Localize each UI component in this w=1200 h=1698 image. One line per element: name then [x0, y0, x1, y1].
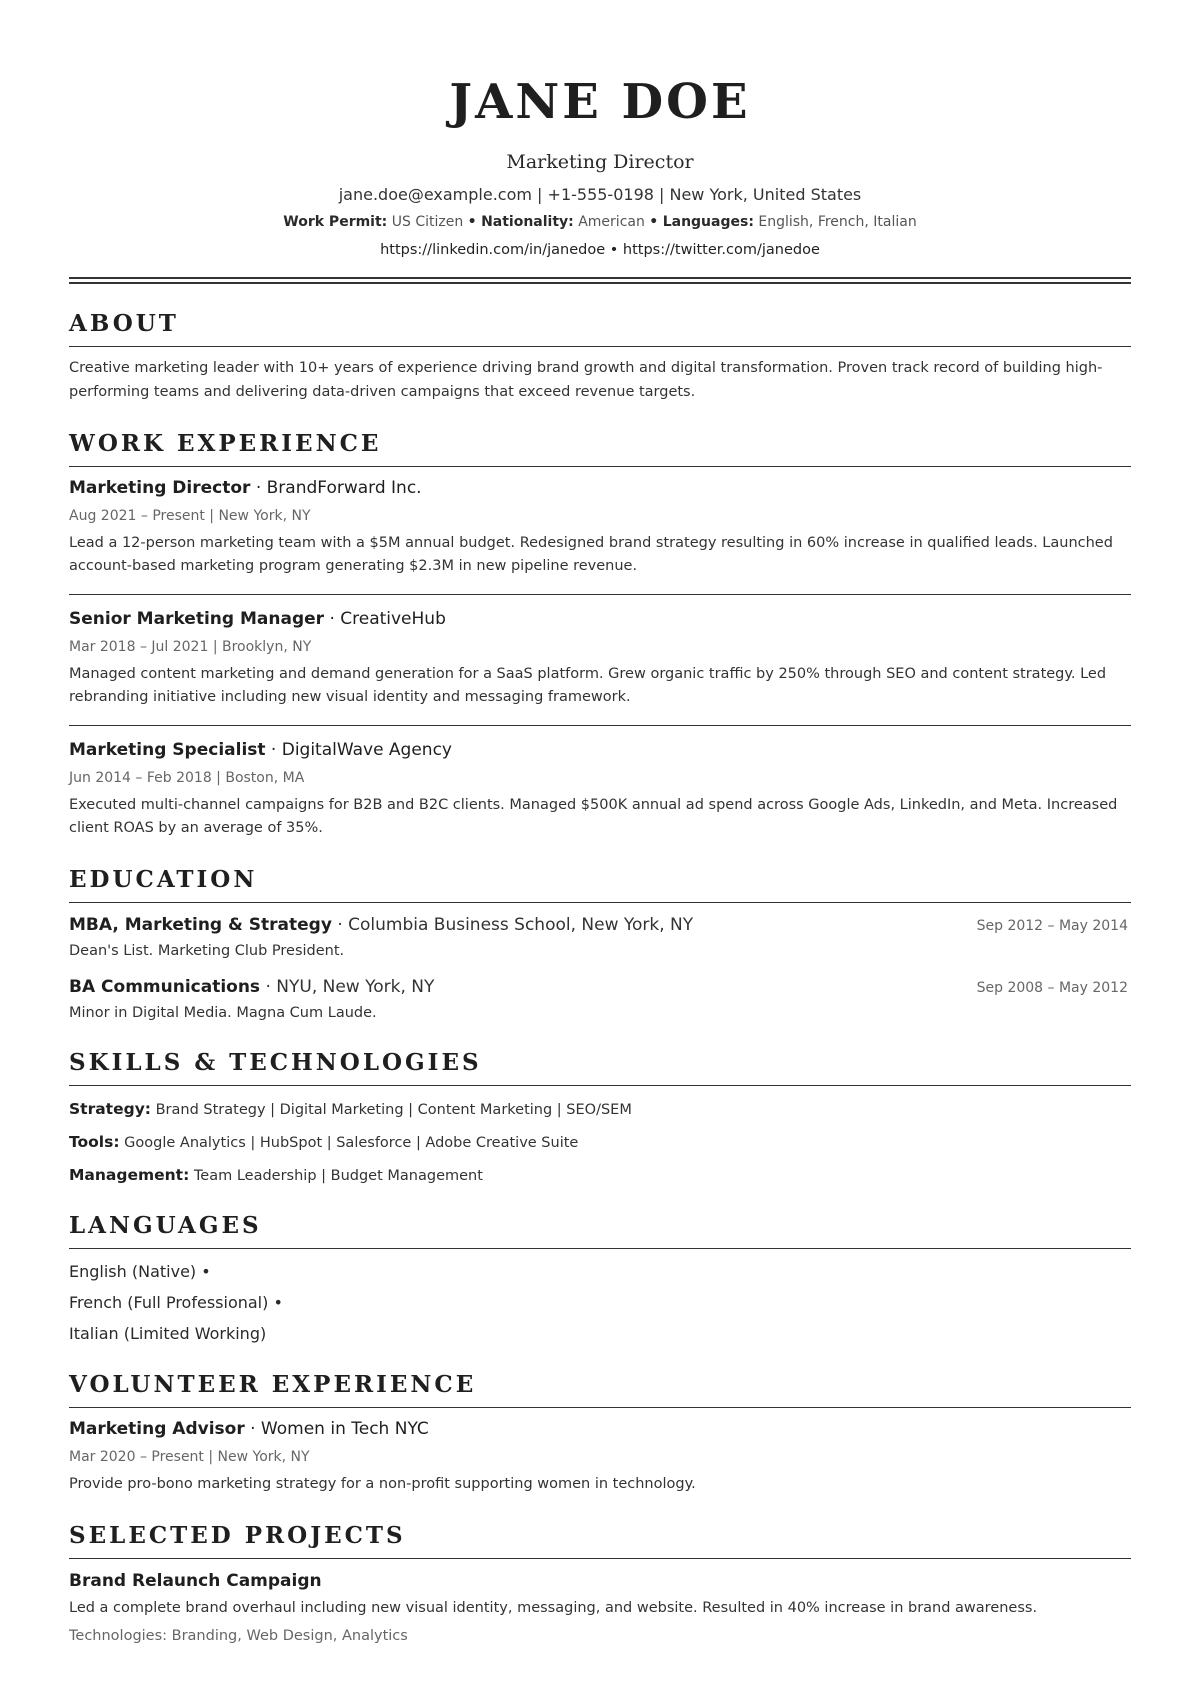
job-meta: Aug 2021 – Present | New York, NY [69, 508, 311, 524]
personal-details [69, 212, 1131, 232]
language-item: French (Full Professional) • [69, 1293, 283, 1312]
education-heading [69, 914, 693, 936]
project-technologies: Technologies: Branding, Web Design, Analytics [69, 1628, 408, 1644]
profile-links [69, 240, 1131, 260]
volunteer-role: Marketing Advisor [69, 1419, 245, 1439]
job-role: Marketing Specialist [69, 740, 266, 760]
separator: • [609, 242, 619, 258]
languages-value: English, French, Italian [758, 214, 917, 230]
education-heading-row [69, 903, 1131, 936]
skill-value: Google Analytics | HubSpot | Salesforce | Adobe Creative Suite [124, 1135, 579, 1151]
skill-group [69, 1132, 1131, 1153]
job-heading [69, 739, 1131, 761]
section-heading: LANGUAGES [69, 1186, 1131, 1249]
candidate-name: JANE DOE [449, 74, 751, 130]
skill-value: Brand Strategy | Digital Marketing | Content Marketing | SEO/SEM [155, 1102, 632, 1118]
languages-label: Languages: [662, 214, 754, 230]
twitter-link[interactable]: https://twitter.com/janedoe [622, 242, 820, 258]
language-item: English (Native) • [69, 1262, 211, 1281]
about-section [69, 284, 1131, 404]
header-divider [69, 277, 1131, 284]
skill-group [69, 1165, 1131, 1186]
section-heading: ABOUT [69, 284, 1131, 347]
resume-header [69, 0, 1131, 260]
language-item: Italian (Limited Working) [69, 1324, 267, 1343]
section-heading: VOLUNTEER EXPERIENCE [69, 1345, 1131, 1408]
volunteer-heading [69, 1418, 1131, 1440]
projects-section [69, 1496, 1131, 1646]
work-experience-section [69, 404, 1131, 840]
separator: • [649, 214, 659, 230]
job-entry [69, 594, 1131, 709]
volunteer-description: Provide pro-bono marketing strategy for a non-profit supporting women in technology. [69, 1476, 696, 1492]
job-meta: Mar 2018 – Jul 2021 | Brooklyn, NY [69, 639, 312, 655]
job-company: · DigitalWave Agency [270, 740, 452, 760]
job-heading [69, 477, 1131, 499]
job-description: Managed content marketing and demand generation for a SaaS platform. Grew organic traffic by 250% through SEO and content strategy. Led rebranding initiative including new visual identity and messaging framework. [69, 666, 1107, 705]
school: · Columbia Business School, New York, NY [337, 915, 694, 935]
job-entry [69, 467, 1131, 578]
nationality-value: American [578, 214, 645, 230]
contact-line: jane.doe@example.com | +1-555-0198 | New York, United States [338, 185, 862, 204]
separator: • [467, 214, 477, 230]
education-dates: Sep 2012 – May 2014 [976, 918, 1128, 934]
education-entry [69, 903, 1131, 961]
job-role: Marketing Director [69, 478, 251, 498]
candidate-title: Marketing Director [506, 151, 694, 173]
nationality-label: Nationality: [481, 214, 574, 230]
job-company: · CreativeHub [329, 609, 446, 629]
project-title: Brand Relaunch Campaign [69, 1571, 322, 1591]
skill-value: Team Leadership | Budget Management [193, 1168, 483, 1184]
degree: MBA, Marketing & Strategy [69, 915, 332, 935]
degree: BA Communications [69, 977, 261, 997]
job-description: Lead a 12-person marketing team with a $5M annual budget. Redesigned brand strategy resulting in 60% increase in qualified leads. Launched account-based marketing program generating $2.3M in new pipeline revenue. [69, 535, 1113, 574]
education-note: Dean's List. Marketing Club President. [69, 943, 345, 959]
about-text: Creative marketing leader with 10+ years of experience driving brand growth and digital transformation. Proven track record of building high-performing teams and delivering data-driven campaigns that exceed revenue targets. [69, 360, 1103, 400]
education-heading-row [69, 965, 1131, 998]
job-description: Executed multi-channel campaigns for B2B and B2C clients. Managed $500K annual ad spend across Google Ads, LinkedIn, and Meta. Increased client ROAS by an average of 35%. [69, 797, 1118, 836]
job-role: Senior Marketing Manager [69, 609, 325, 629]
skill-label: Management: [69, 1166, 190, 1184]
education-heading [69, 976, 434, 998]
education-section [69, 840, 1131, 1023]
education-note: Minor in Digital Media. Magna Cum Laude. [69, 1005, 377, 1021]
volunteer-org: · Women in Tech NYC [250, 1419, 429, 1439]
skills-section [69, 1023, 1131, 1186]
volunteer-meta: Mar 2020 – Present | New York, NY [69, 1449, 310, 1465]
section-heading: SKILLS & TECHNOLOGIES [69, 1023, 1131, 1086]
education-dates: Sep 2008 – May 2012 [976, 980, 1128, 996]
job-heading [69, 608, 1131, 630]
volunteer-entry [69, 1408, 1131, 1496]
project-description: Led a complete brand overhaul including new visual identity, messaging, and website. Resulted in 40% increase in brand awareness. [69, 1600, 1038, 1616]
job-company: · BrandForward Inc. [255, 478, 422, 498]
section-heading: WORK EXPERIENCE [69, 404, 1131, 467]
section-heading: SELECTED PROJECTS [69, 1496, 1131, 1559]
school: · NYU, New York, NY [265, 977, 435, 997]
skill-group [69, 1099, 1131, 1120]
job-meta: Jun 2014 – Feb 2018 | Boston, MA [69, 770, 305, 786]
work-permit-value: US Citizen [391, 214, 464, 230]
section-heading: EDUCATION [69, 840, 1131, 903]
skill-label: Tools: [69, 1133, 120, 1151]
volunteer-section [69, 1345, 1131, 1496]
work-permit-label: Work Permit: [283, 214, 388, 230]
education-entry [69, 965, 1131, 1023]
job-entry [69, 725, 1131, 840]
linkedin-link[interactable]: https://linkedin.com/in/janedoe [380, 242, 606, 258]
languages-section [69, 1186, 1131, 1345]
skill-label: Strategy: [69, 1100, 151, 1118]
